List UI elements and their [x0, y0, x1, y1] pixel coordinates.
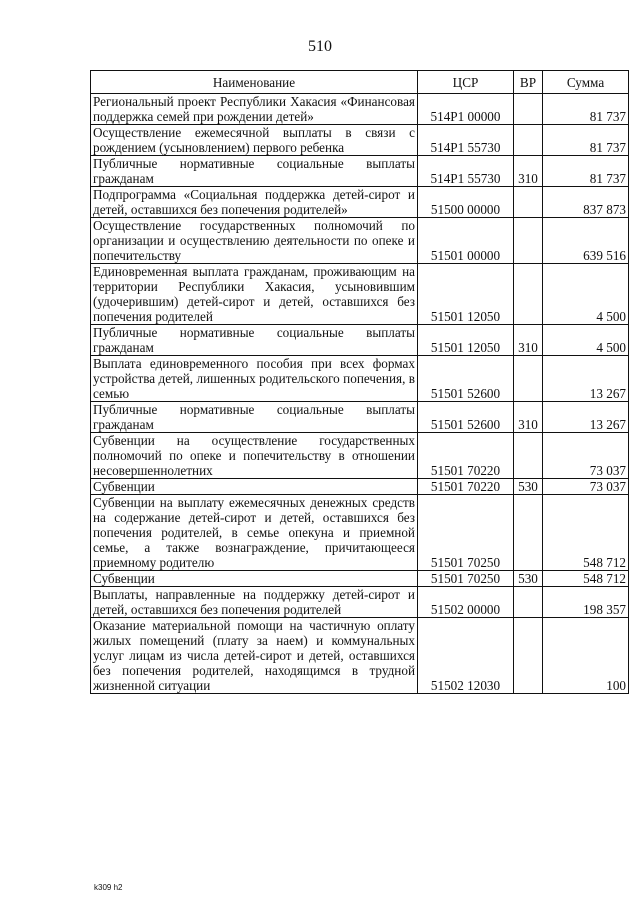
cell-vr [514, 264, 543, 325]
cell-csr: 51501 12050 [418, 325, 514, 356]
cell-csr: 514P1 55730 [418, 156, 514, 187]
cell-name: Публичные нормативные социальные выплаты гражданам [91, 325, 418, 356]
cell-vr [514, 587, 543, 618]
cell-sum: 198 357 [543, 587, 629, 618]
cell-sum: 548 712 [543, 571, 629, 587]
cell-vr: 530 [514, 571, 543, 587]
cell-sum: 100 [543, 618, 629, 694]
cell-vr [514, 187, 543, 218]
cell-csr: 51501 12050 [418, 264, 514, 325]
table-row [91, 587, 629, 618]
table-row [91, 495, 629, 571]
cell-sum: 639 516 [543, 218, 629, 264]
cell-vr: 310 [514, 402, 543, 433]
cell-name: Выплата единовременного пособия при всех формах устройства детей, лишенных родительского попечения, в семью [91, 356, 418, 402]
cell-csr: 51501 70250 [418, 571, 514, 587]
cell-sum: 548 712 [543, 495, 629, 571]
table-row [91, 433, 629, 479]
cell-csr: 51501 00000 [418, 218, 514, 264]
cell-name: Публичные нормативные социальные выплаты гражданам [91, 402, 418, 433]
table-row [91, 187, 629, 218]
table-header-row [91, 71, 629, 94]
cell-name: Субвенции [91, 479, 418, 495]
cell-sum: 4 500 [543, 264, 629, 325]
cell-name: Осуществление ежемесячной выплаты в связи с рождением (усыновлением) первого ребенка [91, 125, 418, 156]
cell-csr: 51501 52600 [418, 402, 514, 433]
cell-csr: 514P1 00000 [418, 94, 514, 125]
cell-csr: 51501 70220 [418, 433, 514, 479]
table-row [91, 402, 629, 433]
cell-sum: 81 737 [543, 156, 629, 187]
table-row [91, 125, 629, 156]
cell-vr [514, 94, 543, 125]
footer-code: k309 h2 [94, 883, 123, 892]
cell-sum: 81 737 [543, 125, 629, 156]
cell-name: Подпрограмма «Социальная поддержка детей-сирот и детей, оставшихся без попечения родителей» [91, 187, 418, 218]
cell-sum: 73 037 [543, 479, 629, 495]
header-name: Наименование [91, 71, 418, 94]
table-row [91, 618, 629, 694]
table-row [91, 571, 629, 587]
cell-csr: 514P1 55730 [418, 125, 514, 156]
cell-sum: 4 500 [543, 325, 629, 356]
cell-csr: 51501 52600 [418, 356, 514, 402]
cell-name: Выплаты, направленные на поддержку детей-сирот и детей, оставшихся без попечения родителей [91, 587, 418, 618]
header-vr: ВР [514, 71, 543, 94]
page-number: 510 [308, 38, 332, 55]
cell-vr [514, 433, 543, 479]
cell-vr [514, 125, 543, 156]
cell-name: Региональный проект Республики Хакасия «Финансовая поддержка семей при рождении детей» [91, 94, 418, 125]
table-row [91, 264, 629, 325]
cell-sum: 73 037 [543, 433, 629, 479]
cell-name: Субвенции на осуществление государственных полномочий по опеке и попечительству в отношении несовершеннолетних [91, 433, 418, 479]
cell-name: Публичные нормативные социальные выплаты гражданам [91, 156, 418, 187]
cell-name: Субвенции [91, 571, 418, 587]
budget-table [90, 70, 629, 694]
cell-vr: 530 [514, 479, 543, 495]
table-body [91, 94, 629, 694]
table-row [91, 156, 629, 187]
cell-sum: 13 267 [543, 402, 629, 433]
cell-sum: 81 737 [543, 94, 629, 125]
cell-name: Оказание материальной помощи на частичную оплату жилых помещений (плату за наем) и коммунальных услуг лицам из числа детей-сирот и детей, оставшихся без попечения родителей, находящимся в трудной жизненной ситуации [91, 618, 418, 694]
cell-csr: 51502 12030 [418, 618, 514, 694]
cell-vr [514, 618, 543, 694]
cell-sum: 13 267 [543, 356, 629, 402]
header-sum: Сумма [543, 71, 629, 94]
cell-sum: 837 873 [543, 187, 629, 218]
table-row [91, 94, 629, 125]
cell-vr [514, 218, 543, 264]
cell-name: Единовременная выплата гражданам, проживающим на территории Республики Хакасия, усыновившим (удочерившим) детей-сирот и детей, оставшихся без попечения родителей [91, 264, 418, 325]
cell-csr: 51501 70220 [418, 479, 514, 495]
table-row [91, 218, 629, 264]
cell-vr [514, 495, 543, 571]
table-row [91, 479, 629, 495]
table-row [91, 356, 629, 402]
cell-vr: 310 [514, 156, 543, 187]
cell-csr: 51502 00000 [418, 587, 514, 618]
cell-csr: 51501 70250 [418, 495, 514, 571]
cell-csr: 51500 00000 [418, 187, 514, 218]
cell-vr [514, 356, 543, 402]
cell-vr: 310 [514, 325, 543, 356]
cell-name: Субвенции на выплату ежемесячных денежных средств на содержание детей-сирот и детей, оставшихся без попечения родителей, в семье опекуна и приемной семье, а также вознаграждение, причитающееся приемному родителю [91, 495, 418, 571]
cell-name: Осуществление государственных полномочий по организации и осуществлению деятельности по опеке и попечительству [91, 218, 418, 264]
header-csr: ЦСР [418, 71, 514, 94]
table-row [91, 325, 629, 356]
